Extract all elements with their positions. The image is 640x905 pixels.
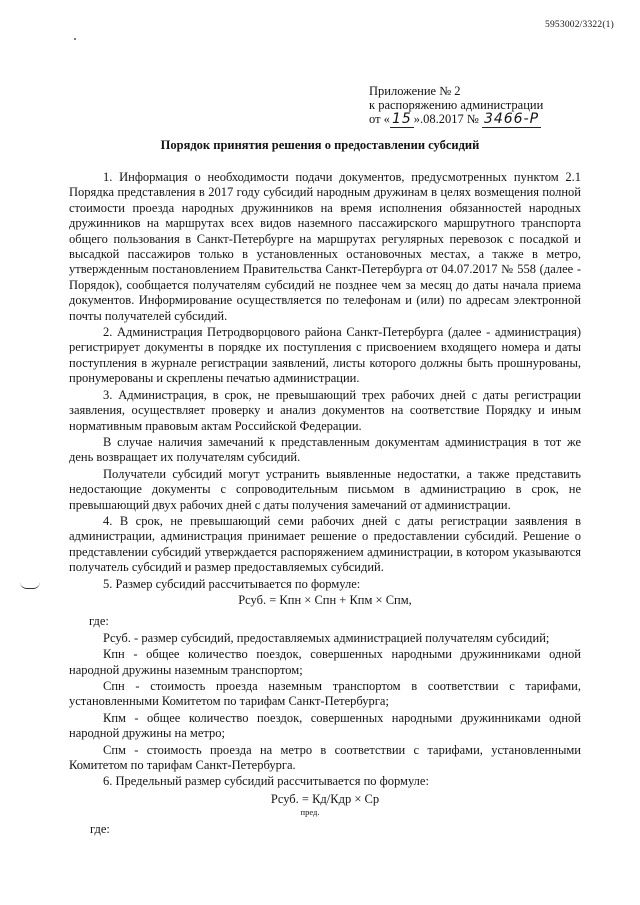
- definition-spm: Спм - стоимость проезда на метро в соответствии с тарифами, установленными Комитетом по тарифам Санкт-Петербурга.: [69, 742, 581, 773]
- paragraph-6: 6. Предельный размер субсидий рассчитывается по формуле:: [103, 774, 429, 789]
- paragraph-2: 2. Администрация Петродворцового района Санкт-Петербурга (далее - администрация) регистрирует документы в порядке их поступления с присвоением входящего номера и даты поступления в журнале регистрации заявлений, листы которого должны быть прошнурованы, пронумерованы и скреплены печатью администрации.: [69, 325, 581, 386]
- paragraph-3: 3. Администрация, в срок, не превышающий трех рабочих дней с даты регистрации заявления, осуществляет проверку и анализ документов на соответствие Порядку и иным нормативным правовым актам Российской Федерации.: [69, 387, 581, 433]
- appendix-block: [369, 84, 543, 126]
- date-middle: ».08.2017 №: [413, 112, 479, 126]
- date-prefix: от «: [369, 112, 390, 126]
- where-label-2: где:: [90, 822, 110, 836]
- paragraph-3-fix: Получатели субсидий могут устранить выявленные недостатки, а также представить недостающие документы с сопроводительным письмом в администрацию в срок, не превышающий двух рабочих дней с даты получения замечаний от администрации.: [69, 466, 581, 512]
- margin-pen-mark: [20, 582, 40, 589]
- definition-rsub: Рсуб. - размер субсидий, предоставляемых администрацией получателям субсидий;: [103, 630, 550, 645]
- formula-limit: Рсуб. = Кд/Кдр × Ср: [270, 791, 380, 806]
- definition-kpn: Кпн - общее количество поездок, совершенных народными дружинниками одной народной дружины наземным транспортом;: [69, 647, 581, 677]
- handwritten-number: 3466-Р: [483, 111, 540, 127]
- paragraph-4: 4. В срок, не превышающий семи рабочих дней с даты регистрации заявления в администрации, администрация принимает решение о предоставлении субсидий. Решение о представлении субсидий утверждается распоряжением администрации, в котором указываются получатель субсидий и размер предоставляемых субсидий.: [69, 513, 581, 575]
- document-title: Порядок принятия решения о предоставлении субсидий: [160, 138, 480, 152]
- formula-subsidy: Рсуб. = Кпн × Спн + Кпм × Спм,: [238, 592, 412, 607]
- scan-speck: [74, 38, 76, 40]
- paragraph-1: 1. Информация о необходимости подачи документов, предусмотренных пунктом 2.1 Порядка представления в 2017 году субсидий народным дружинам в целях возмещения полной стоимости проезда народных дружинников на время исполнения обязанностей народных дружинников на маршрутах всех видов наземного пассажирского маршрутного транспорта общего пользования в Санкт-Петербурге на маршрутах регулярных перевозок с посадкой и высадкой пассажиров только в установленных остановочных местах, а также в метро, утвержденным постановлением Правительства Санкт-Петербурга от 04.07.2017 № 558 (далее - Порядок), сообщается получателям субсидий не позднее чем за месяц до даты начала приема документов. Информирование осуществляется по телефонам и (или) по адресам электронной почты получателей субсидий.: [69, 170, 581, 323]
- appendix-title: Приложение № 2: [369, 84, 461, 98]
- appendix-date-line: [369, 112, 543, 126]
- document-number: 5953002/3322(1): [545, 20, 614, 30]
- paragraph-5: 5. Размер субсидий рассчитывается по формуле:: [103, 576, 361, 591]
- document-body: [69, 170, 581, 821]
- definition-spn: Спн - стоимость проезда наземным транспортом в соответствии с тарифами, установленными Комитетом по тарифам Санкт-Петербурга;: [69, 679, 581, 709]
- handwritten-day: 15: [391, 111, 412, 127]
- formula-limit-subscript: пред.: [300, 807, 320, 818]
- definition-kpm: Кпм - общее количество поездок, совершенных народными дружинниками одной народной дружины на метро;: [69, 710, 581, 741]
- appendix-subtitle: к распоряжению администрации: [369, 98, 544, 112]
- paragraph-3-note: В случае наличия замечаний к представленным документам администрация в тот же день возвращает их получателям субсидий.: [69, 434, 581, 465]
- where-label-1: где:: [89, 614, 109, 629]
